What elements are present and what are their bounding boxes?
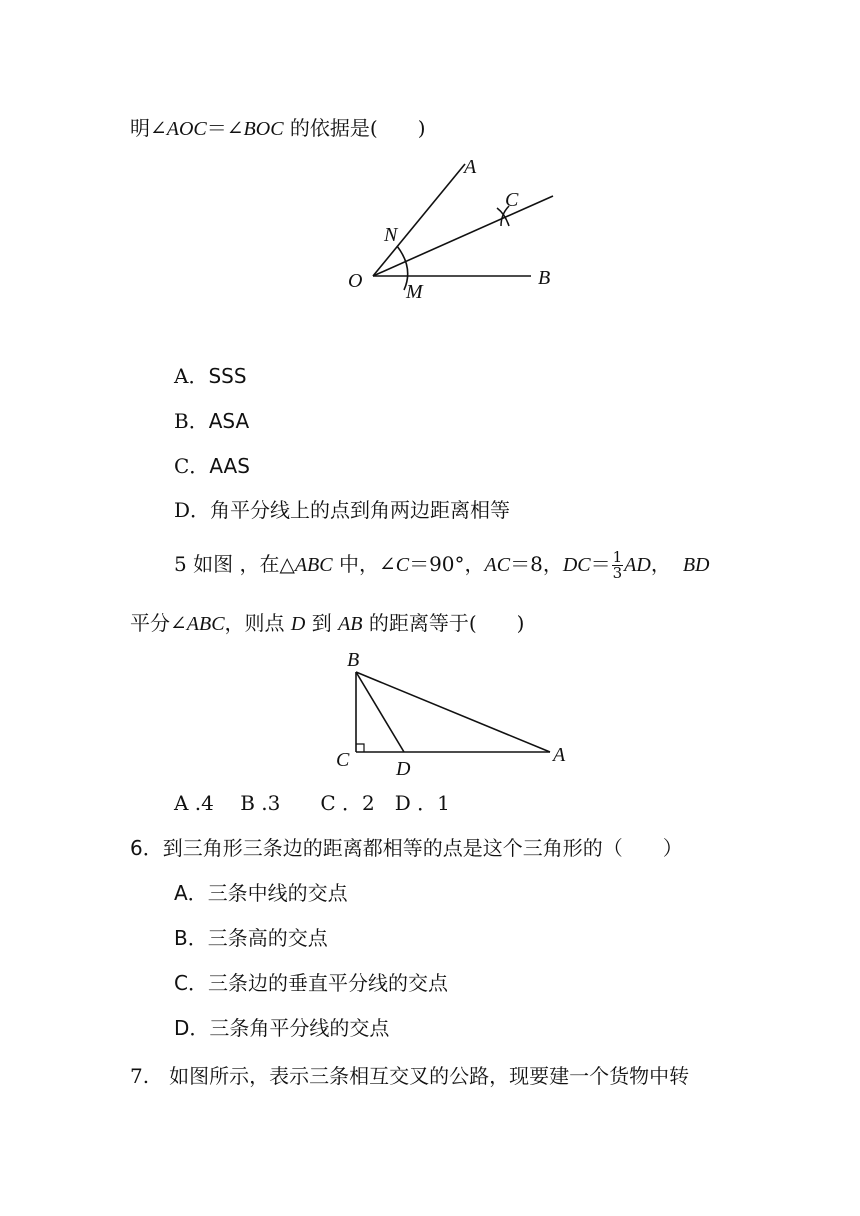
q5-text: 的距离等于( ) [362, 611, 525, 635]
q5-text: ，则点 [224, 611, 291, 635]
option-letter: C． [174, 971, 208, 995]
q5-text: ＝ [590, 552, 611, 576]
label-a: A [553, 744, 566, 766]
q4-stem-text: 明∠ [130, 116, 167, 140]
option-letter: A． [174, 364, 209, 388]
label-d: D [396, 758, 411, 780]
q6-option-a [174, 879, 348, 907]
option-letter: B． [174, 926, 208, 950]
q6-option-c [174, 969, 448, 997]
option-text: AAS [209, 454, 250, 478]
label-b: B [538, 267, 551, 289]
label-c: C [505, 189, 519, 211]
fraction-denominator: 3 [612, 564, 623, 582]
q5-var: C [395, 554, 410, 576]
q5-text: 到 [305, 611, 339, 635]
option-letter: D． [174, 1016, 210, 1040]
q7-stem [130, 1062, 689, 1090]
q5-text: ， [650, 552, 671, 576]
q5-text: 中，∠ [332, 552, 396, 576]
q5-var: AB [338, 613, 363, 635]
q7-stem-text: 7. 如图所示，表示三条相互交叉的公路，现要建一个货物中转 [130, 1064, 690, 1088]
q5-var: BD [682, 554, 710, 576]
q6-option-b [174, 924, 328, 952]
option-text: SSS [208, 364, 247, 388]
q5-var: DC [562, 554, 591, 576]
q5-options-text: A .4 B .3 C ．2 D ．1 [174, 791, 450, 815]
option-letter: B． [174, 409, 209, 433]
q4-stem-text: 的依据是( ) [283, 116, 426, 140]
q5-text: ＝8， [510, 552, 563, 576]
q5-options [174, 789, 450, 817]
segment-bd [356, 672, 404, 752]
label-m: M [406, 281, 423, 303]
q5-text: 5 如图 ，在△ [174, 552, 295, 576]
q6-stem [130, 834, 683, 862]
option-text: 三条高的交点 [207, 926, 328, 950]
segment-ba [356, 672, 550, 752]
option-text: 三条角平分线的交点 [209, 1016, 390, 1040]
q4-stem-text: ＝∠ [206, 116, 244, 140]
right-angle-mark [356, 744, 364, 752]
q5-text: 平分∠ [130, 611, 187, 635]
q5-text: ＝90°， [409, 552, 485, 576]
q5-var: ABC [186, 613, 225, 635]
fraction-numerator: 1 [612, 548, 623, 566]
label-c: C [336, 749, 350, 771]
option-text: 三条边的垂直平分线的交点 [207, 971, 448, 995]
q6-option-d [174, 1014, 389, 1042]
option-letter: C． [174, 454, 210, 478]
label-o: O [348, 270, 363, 292]
label-n: N [384, 224, 398, 246]
option-text: 三条中线的交点 [207, 881, 348, 905]
q4-angle-boc: BOC [243, 118, 284, 140]
q5-var: ABC [294, 554, 333, 576]
q5-var: D [290, 613, 306, 635]
q4-angle-aoc: AOC [166, 118, 207, 140]
q6-stem-text: 6．到三角形三条边的距离都相等的点是这个三角形的（ ） [130, 836, 683, 860]
label-a: A [464, 156, 477, 178]
label-b: B [347, 649, 360, 671]
q5-var: AC [484, 554, 511, 576]
option-letter: D． [174, 498, 211, 522]
q5-var: AD [624, 554, 651, 576]
option-text: ASA [208, 409, 250, 433]
option-letter: A． [174, 881, 208, 905]
option-text: 角平分线上的点到角两边距离相等 [210, 498, 511, 522]
